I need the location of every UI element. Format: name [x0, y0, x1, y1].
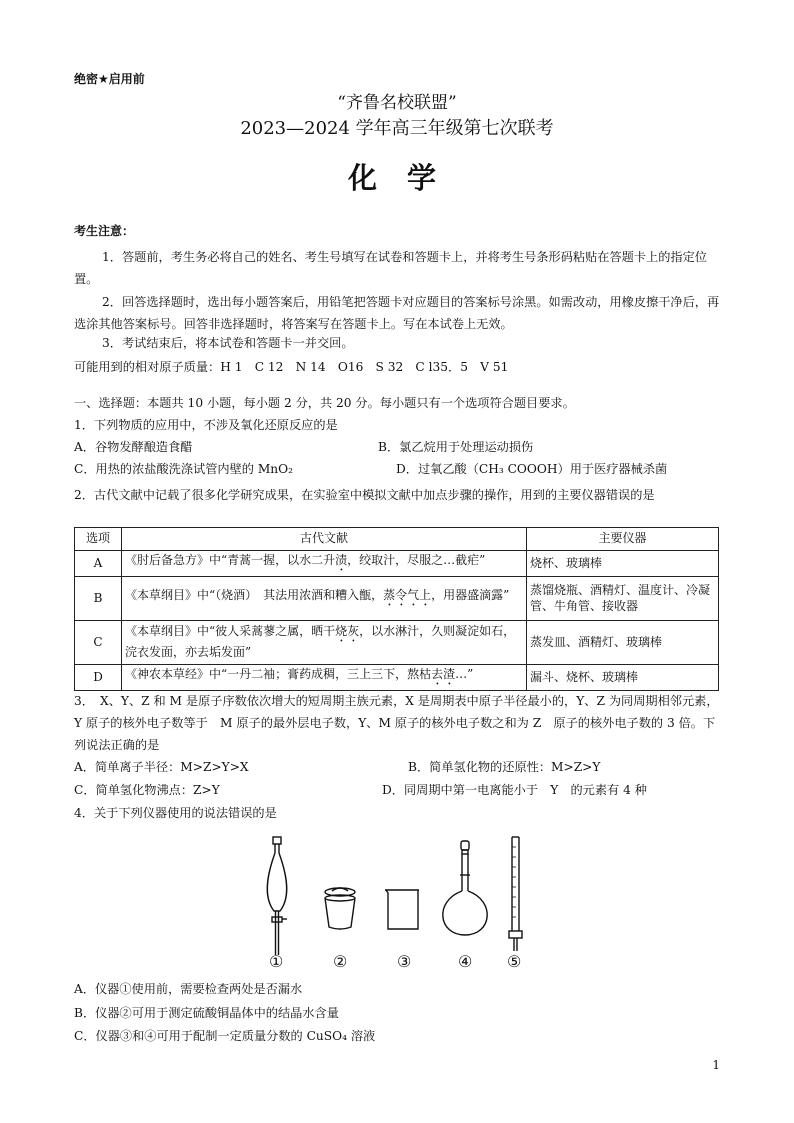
row-option: C: [75, 621, 122, 665]
q2-stem: 2．古代文献中记载了很多化学研究成果，在实验室中模拟文献中加点步骤的操作，用到的主要仪器错误的是: [74, 488, 655, 502]
dotted-step: 蒸令气上: [383, 588, 432, 602]
row-document: 《本草纲目》中“（烧酒） 其法用浓酒和糟入甑，蒸令气上，用器盛滴露”: [122, 577, 527, 621]
atomic-masses: 可能用到的相对原子质量：H 1 C 12 N 14 O16 S 32 C l35．5 V 51: [74, 360, 509, 374]
page-number: 1: [712, 1058, 720, 1072]
q3-option-a: A．简单离子半径：M>Z>Y>X: [74, 760, 249, 774]
crucible-icon: [325, 888, 355, 929]
notice-heading: 考生注意：: [74, 224, 135, 238]
q4-option-c: C．仪器③和④可用于配制一定质量分数的 CuSO₄ 溶液: [74, 1029, 376, 1043]
volumetric-flask-icon: [443, 841, 487, 935]
q1-option-d: D．过氧乙酸（CH₃ COOOH）用于医疗器械杀菌: [396, 462, 668, 476]
instrument-label-4: ④: [458, 952, 473, 971]
table-header-option: 选项: [75, 528, 122, 551]
confidential-mark: 绝密★启用前: [74, 72, 145, 86]
q4-option-b: B．仪器②可用于测定硫酸铜晶体中的结晶水含量: [74, 1006, 339, 1020]
q1-option-b: B．氯乙烷用于处理运动损伤: [378, 440, 534, 454]
table-row: [75, 577, 719, 621]
instrument-label-5: ⑤: [507, 952, 522, 971]
table-header-document: 古代文献: [122, 528, 527, 551]
q3-stem: 3． X、Y、Z 和 M 是原子序数依次增大的短周期主族元素，X 是周期表中原子半径最小的，Y、Z 为同周期相邻元素，Y 原子的核外电子数等于 M 原子的最外层电子数，Y、M 原子的核外电子数之和为 Z 原子的核外电子数的 3 倍。下列说法正确的是: [74, 694, 719, 752]
q2-table: [74, 527, 719, 691]
separatory-funnel-icon: [267, 837, 287, 955]
row-instruments: 蒸发皿、酒精灯、玻璃棒: [527, 621, 719, 665]
q1-option-a: A．谷物发酵酿造食醋: [74, 440, 193, 454]
dotted-step: 烧灰: [335, 624, 360, 639]
subject-title: 化 学: [347, 161, 447, 195]
instrument-label-2: ②: [333, 952, 348, 971]
notice-item-3: 3．考试结束后，将本试卷和答题卡一并交回。: [102, 336, 354, 350]
instrument-label-3: ③: [397, 952, 412, 971]
row-instruments: 烧杯、玻璃棒: [527, 551, 719, 577]
table-row: [75, 665, 719, 691]
row-option: A: [75, 551, 122, 577]
q3-option-c: C．简单氢化物沸点：Z>Y: [74, 783, 220, 797]
notice-item-1: 1．答题前，考生务必将自己的姓名、考生号填写在试卷和答题卡上，并将考生号条形码粘贴在答题卡上的指定位置。: [74, 250, 707, 286]
row-instruments: 蒸馏烧瓶、酒精灯、温度计、冷凝管、牛角管、接收器: [527, 577, 719, 621]
burette-icon: [509, 837, 522, 951]
row-document: 《本草纲目》中“彼人采蒿蓼之属，晒干烧灰，以水淋汁，久则凝淀如石，浣衣发面，亦去垢发面”: [122, 621, 527, 665]
dotted-step: 渍: [335, 553, 348, 567]
row-document: 《肘后备急方》中“青蒿一握，以水二升渍，绞取汁，尽服之…截疟”: [122, 551, 527, 577]
q4-stem: 4．关于下列仪器使用的说法错误的是: [74, 806, 277, 820]
instrument-label-1: ①: [269, 952, 284, 971]
exam-title: 2023—2024 学年高三年级第七次联考: [240, 118, 554, 139]
row-option: B: [75, 577, 122, 621]
row-document: 《神农本草经》中“一丹二袖；膏药成稠，三上三下，熬枯去渣…”: [122, 665, 527, 691]
row-instruments: 漏斗、烧杯、玻璃棒: [527, 665, 719, 691]
table-header-instruments: 主要仪器: [527, 528, 719, 551]
union-title: “齐鲁名校联盟”: [337, 93, 457, 113]
table-row: [75, 621, 719, 665]
q4-option-a: A．仪器①使用前，需要检查两处是否漏水: [74, 982, 303, 996]
q3-option-b: B．简单氢化物的还原性：M>Z>Y: [408, 760, 601, 774]
table-header-row: [75, 528, 719, 551]
q1-option-c: C．用热的浓盐酸洗涤试管内壁的 MnO₂: [74, 462, 294, 476]
row-option: D: [75, 665, 122, 691]
q1-stem: 1．下列物质的应用中，不涉及氧化还原反应的是: [74, 418, 338, 432]
q3-option-d: D．同周期中第一电离能小于 Y 的元素有 4 种: [382, 783, 647, 797]
table-row: [75, 551, 719, 577]
section-1-intro: 一、选择题：本题共 10 小题，每小题 2 分，共 20 分。每小题只有一个选项符合题目要求。: [74, 396, 575, 410]
beaker-icon: [385, 890, 419, 929]
dotted-step: 去渣: [431, 667, 456, 681]
notice-item-2: 2．回答选择题时，选出每小题答案后，用铅笔把答题卡对应题目的答案标号涂黑。如需改动，用橡皮擦干净后，再选涂其他答案标号。回答非选择题时，将答案写在答题卡上。写在本试卷上无效。: [74, 295, 720, 331]
